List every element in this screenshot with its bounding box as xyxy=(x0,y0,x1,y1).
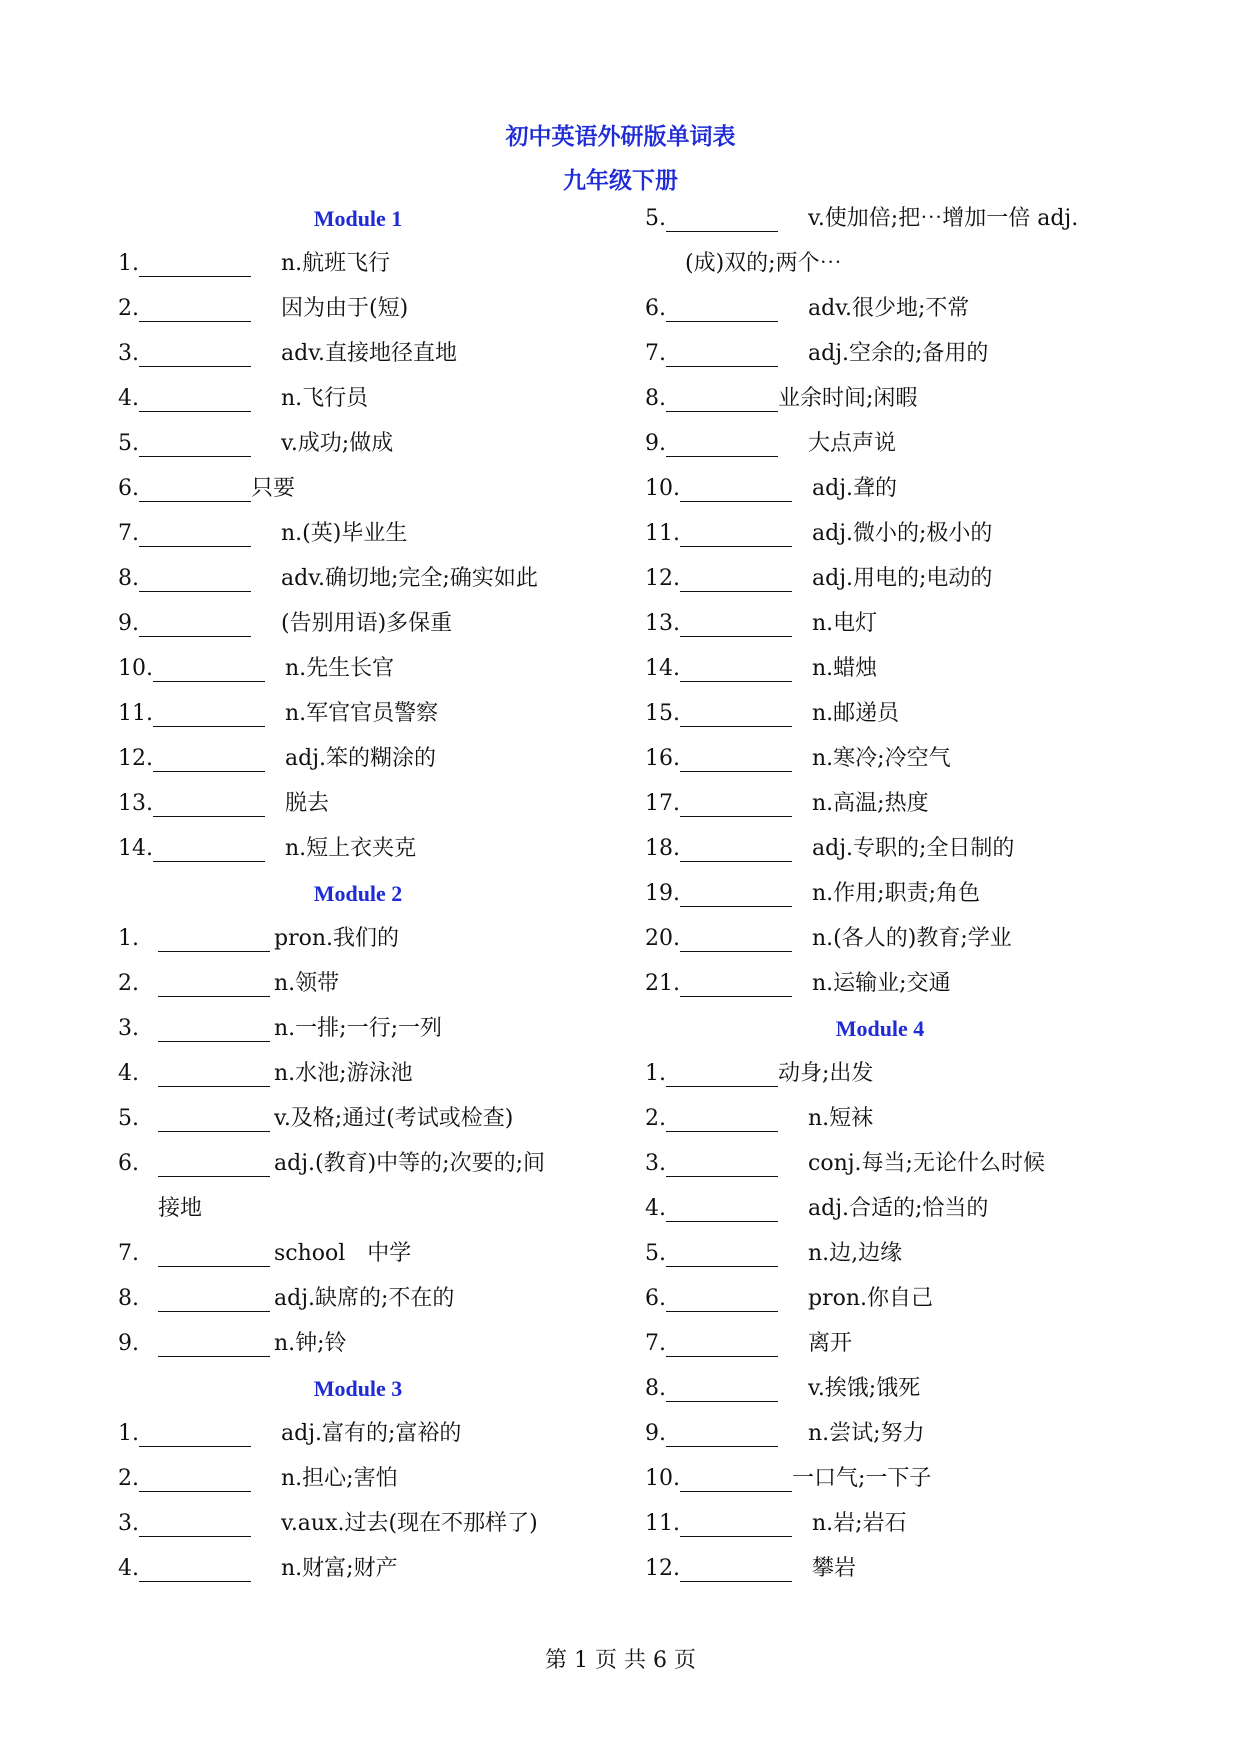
vocab-row xyxy=(118,781,618,826)
vocab-row xyxy=(645,826,1135,871)
definition-text: 业余时间;闲暇 xyxy=(778,386,918,411)
item-number: 3. xyxy=(118,1511,139,1536)
vocab-row xyxy=(645,601,1135,646)
right-column xyxy=(645,196,1135,1591)
vocab-row xyxy=(645,691,1135,736)
definition-text: n.蜡烛 xyxy=(812,656,878,681)
definition-text: 只要 xyxy=(251,476,296,501)
definition-text: n.运输业;交通 xyxy=(812,971,951,996)
answer-blank[interactable] xyxy=(680,788,792,817)
vocab-row xyxy=(645,736,1135,781)
definition-text: n.领带 xyxy=(274,971,340,996)
item-number: 7. xyxy=(645,341,666,366)
definition-text: adj.笨的糊涂的 xyxy=(285,746,437,771)
item-number: 12. xyxy=(645,1556,680,1581)
item-number: 9. xyxy=(645,1421,666,1446)
answer-blank[interactable] xyxy=(666,1238,778,1267)
item-number: 9. xyxy=(645,431,666,456)
definition-text: pron.你自己 xyxy=(808,1286,934,1311)
item-number: 3. xyxy=(645,1151,666,1176)
answer-blank[interactable] xyxy=(680,1553,792,1582)
item-number: 5. xyxy=(645,1241,666,1266)
vocab-row xyxy=(118,916,618,961)
item-number: 20. xyxy=(645,926,680,951)
vocab-row xyxy=(645,1411,1135,1456)
module-heading: Module 2 xyxy=(313,881,403,906)
answer-blank[interactable] xyxy=(158,1328,270,1357)
answer-blank[interactable] xyxy=(158,1058,270,1087)
definition-text: n.航班飞行 xyxy=(281,251,391,276)
vocab-row xyxy=(645,1546,1135,1591)
vocab-row xyxy=(645,196,1135,241)
item-number: 21. xyxy=(645,971,680,996)
definition-text: v.使加倍;把⋯增加一倍 adj. xyxy=(808,206,1079,231)
left-column xyxy=(118,196,618,1591)
definition-text: (告别用语)多保重 xyxy=(281,611,453,636)
page-title: 初中英语外研版单词表 xyxy=(505,123,736,150)
answer-blank[interactable] xyxy=(139,473,251,502)
item-number: 14. xyxy=(645,656,680,681)
answer-blank[interactable] xyxy=(666,293,778,322)
item-number: 8. xyxy=(645,386,666,411)
item-number: 1. xyxy=(645,1061,666,1086)
item-number: 12. xyxy=(645,566,680,591)
definition-continuation: (成)双的;两个⋯ xyxy=(685,251,842,276)
item-number: 2. xyxy=(645,1106,666,1131)
definition-text: n.寒冷;冷空气 xyxy=(812,746,951,771)
answer-blank[interactable] xyxy=(158,1283,270,1312)
vocab-row xyxy=(118,646,618,691)
definition-text: n.担心;害怕 xyxy=(281,1466,398,1491)
answer-blank[interactable] xyxy=(158,1238,270,1267)
answer-blank[interactable] xyxy=(666,1103,778,1132)
item-number: 7. xyxy=(645,1331,666,1356)
definition-text: n.钟;铃 xyxy=(274,1331,347,1356)
vocab-row xyxy=(645,376,1135,421)
definition-text: n.作用;职责;角色 xyxy=(812,881,980,906)
definition-text: n.边,边缘 xyxy=(808,1241,903,1266)
item-number: 10. xyxy=(645,1466,680,1491)
answer-blank[interactable] xyxy=(666,1328,778,1357)
answer-blank[interactable] xyxy=(680,968,792,997)
definition-text: adv.很少地;不常 xyxy=(808,296,970,321)
vocab-row xyxy=(118,1456,618,1501)
vocab-row xyxy=(118,1276,618,1321)
answer-blank[interactable] xyxy=(666,1418,778,1447)
definition-text: n.(各人的)教育;学业 xyxy=(812,926,1012,951)
item-number: 3. xyxy=(118,1016,139,1041)
definition-text: adj.空余的;备用的 xyxy=(808,341,989,366)
answer-blank[interactable] xyxy=(158,923,270,952)
definition-continuation: 接地 xyxy=(158,1196,203,1221)
definition-text: n.一排;一行;一列 xyxy=(274,1016,442,1041)
vocab-row xyxy=(118,691,618,736)
vocab-row xyxy=(118,1501,618,1546)
module-heading: Module 3 xyxy=(313,1376,403,1401)
item-number: 11. xyxy=(645,1511,680,1536)
vocab-row xyxy=(118,736,618,781)
answer-blank[interactable] xyxy=(666,1193,778,1222)
item-number: 5. xyxy=(645,206,666,231)
answer-blank[interactable] xyxy=(153,698,265,727)
answer-blank[interactable] xyxy=(680,563,792,592)
answer-blank[interactable] xyxy=(680,878,792,907)
vocab-row xyxy=(645,331,1135,376)
answer-blank[interactable] xyxy=(666,1148,778,1177)
vocab-row xyxy=(118,1096,618,1141)
definition-text: n.财富;财产 xyxy=(281,1556,398,1581)
answer-blank[interactable] xyxy=(139,563,251,592)
vocab-row xyxy=(645,421,1135,466)
item-number: 1. xyxy=(118,1421,139,1446)
answer-blank[interactable] xyxy=(139,1508,251,1537)
vocab-row xyxy=(118,466,618,511)
vocab-row xyxy=(645,1096,1135,1141)
definition-text: n.邮递员 xyxy=(812,701,900,726)
answer-blank[interactable] xyxy=(666,383,778,412)
answer-blank[interactable] xyxy=(153,653,265,682)
item-number: 1. xyxy=(118,926,139,951)
item-number: 5. xyxy=(118,1106,139,1131)
answer-blank[interactable] xyxy=(153,833,265,862)
vocab-row xyxy=(118,376,618,421)
answer-blank[interactable] xyxy=(680,923,792,952)
vocab-row xyxy=(118,961,618,1006)
vocab-row xyxy=(645,1186,1135,1231)
item-number: 17. xyxy=(645,791,680,816)
vocab-row xyxy=(645,646,1135,691)
vocab-row xyxy=(645,1231,1135,1276)
definition-text: v.aux.过去(现在不那样了) xyxy=(281,1511,538,1536)
definition-text: adj.聋的 xyxy=(812,476,898,501)
item-number: 16. xyxy=(645,746,680,771)
item-number: 11. xyxy=(118,701,153,726)
vocab-row xyxy=(118,1411,618,1456)
vocab-row xyxy=(645,556,1135,601)
answer-blank[interactable] xyxy=(666,203,778,232)
answer-blank[interactable] xyxy=(666,1283,778,1312)
definition-text: 动身;出发 xyxy=(778,1061,874,1086)
answer-blank[interactable] xyxy=(680,653,792,682)
item-number: 6. xyxy=(118,476,139,501)
definition-text: adj.用电的;电动的 xyxy=(812,566,993,591)
answer-blank[interactable] xyxy=(680,833,792,862)
definition-text: n.短袜 xyxy=(808,1106,874,1131)
vocab-row xyxy=(645,1456,1135,1501)
definition-text: school 中学 xyxy=(274,1241,412,1266)
vocab-row xyxy=(118,601,618,646)
vocab-row xyxy=(118,826,618,871)
item-number: 5. xyxy=(118,431,139,456)
vocab-row xyxy=(118,1051,618,1096)
definition-text: n.飞行员 xyxy=(281,386,369,411)
vocab-row xyxy=(645,1141,1135,1186)
answer-blank[interactable] xyxy=(680,608,792,637)
answer-blank[interactable] xyxy=(666,428,778,457)
vocab-row xyxy=(645,286,1135,331)
answer-blank[interactable] xyxy=(139,608,251,637)
answer-blank[interactable] xyxy=(680,473,792,502)
answer-blank[interactable] xyxy=(666,1058,778,1087)
item-number: 19. xyxy=(645,881,680,906)
answer-blank[interactable] xyxy=(139,248,251,277)
vocab-row xyxy=(645,1366,1135,1411)
answer-blank[interactable] xyxy=(680,1508,792,1537)
vocab-row xyxy=(118,1321,618,1366)
definition-text: adv.确切地;完全;确实如此 xyxy=(281,566,538,591)
item-number: 18. xyxy=(645,836,680,861)
definition-text: 离开 xyxy=(808,1331,853,1356)
definition-text: n.短上衣夹克 xyxy=(285,836,417,861)
definition-text: v.成功;做成 xyxy=(281,431,394,456)
vocab-row xyxy=(118,331,618,376)
vocab-row xyxy=(118,1231,618,1276)
item-number: 10. xyxy=(118,656,153,681)
answer-blank[interactable] xyxy=(139,293,251,322)
item-number: 8. xyxy=(118,566,139,591)
definition-text: adv.直接地径直地 xyxy=(281,341,458,366)
answer-blank[interactable] xyxy=(139,383,251,412)
vocab-row xyxy=(645,466,1135,511)
item-number: 4. xyxy=(118,1556,139,1581)
vocab-row xyxy=(118,1141,618,1186)
item-number: 11. xyxy=(645,521,680,546)
definition-text: 脱去 xyxy=(285,791,330,816)
definition-text: adj.(教育)中等的;次要的;间 xyxy=(274,1151,546,1176)
item-number: 9. xyxy=(118,1331,139,1356)
definition-text: 一口气;一下子 xyxy=(792,1466,932,1491)
vocab-row xyxy=(645,1501,1135,1546)
definition-text: n.电灯 xyxy=(812,611,878,636)
item-number: 6. xyxy=(645,296,666,321)
vocab-row xyxy=(118,556,618,601)
answer-blank[interactable] xyxy=(139,518,251,547)
definition-text: 攀岩 xyxy=(812,1556,857,1581)
item-number: 8. xyxy=(118,1286,139,1311)
answer-blank[interactable] xyxy=(139,338,251,367)
definition-text: 因为由于(短) xyxy=(281,296,409,321)
definition-text: 大点声说 xyxy=(808,431,897,456)
vocab-row xyxy=(645,781,1135,826)
item-number: 1. xyxy=(118,251,139,276)
answer-blank[interactable] xyxy=(139,1418,251,1447)
definition-text: adj.合适的;恰当的 xyxy=(808,1196,989,1221)
item-number: 6. xyxy=(118,1151,139,1176)
definition-text: n.岩;岩石 xyxy=(812,1511,907,1536)
vocab-row xyxy=(118,511,618,556)
definition-text: n.(英)毕业生 xyxy=(281,521,408,546)
module-heading: Module 4 xyxy=(835,1016,925,1041)
definition-text: v.及格;通过(考试或检查) xyxy=(274,1106,514,1131)
definition-text: conj.每当;无论什么时候 xyxy=(808,1151,1045,1176)
definition-text: pron.我们的 xyxy=(274,926,400,951)
module-heading: Module 1 xyxy=(313,206,403,231)
vocab-row xyxy=(118,1006,618,1051)
item-number: 4. xyxy=(118,1061,139,1086)
vocab-row xyxy=(118,1546,618,1591)
item-number: 2. xyxy=(118,971,139,996)
answer-blank[interactable] xyxy=(666,338,778,367)
definition-text: n.军官官员警察 xyxy=(285,701,439,726)
answer-blank[interactable] xyxy=(139,428,251,457)
item-number: 4. xyxy=(645,1196,666,1221)
definition-text: adj.富有的;富裕的 xyxy=(281,1421,462,1446)
page-subtitle: 九年级下册 xyxy=(563,167,678,194)
answer-blank[interactable] xyxy=(158,1103,270,1132)
vocab-row xyxy=(645,1321,1135,1366)
vocab-row xyxy=(645,871,1135,916)
item-number: 13. xyxy=(118,791,153,816)
definition-text: n.高温;热度 xyxy=(812,791,929,816)
item-number: 7. xyxy=(118,521,139,546)
item-number: 8. xyxy=(645,1376,666,1401)
definition-text: adj.微小的;极小的 xyxy=(812,521,993,546)
answer-blank[interactable] xyxy=(680,698,792,727)
page-footer: 第 1 页 共 6 页 xyxy=(545,1648,696,1673)
vocab-row xyxy=(645,1051,1135,1096)
item-number: 12. xyxy=(118,746,153,771)
item-number: 6. xyxy=(645,1286,666,1311)
vocab-row xyxy=(118,241,618,286)
item-number: 7. xyxy=(118,1241,139,1266)
answer-blank[interactable] xyxy=(666,1373,778,1402)
vocab-row xyxy=(645,916,1135,961)
vocab-row xyxy=(645,511,1135,556)
definition-text: n.水池;游泳池 xyxy=(274,1061,413,1086)
answer-blank[interactable] xyxy=(158,1013,270,1042)
definition-text: v.挨饿;饿死 xyxy=(808,1376,921,1401)
item-number: 3. xyxy=(118,341,139,366)
vocab-row xyxy=(118,421,618,466)
item-number: 2. xyxy=(118,296,139,321)
vocab-row xyxy=(118,286,618,331)
answer-blank[interactable] xyxy=(680,743,792,772)
item-number: 2. xyxy=(118,1466,139,1491)
answer-blank[interactable] xyxy=(680,1463,792,1492)
item-number: 15. xyxy=(645,701,680,726)
vocab-row xyxy=(645,961,1135,1006)
definition-text: adj.专职的;全日制的 xyxy=(812,836,1015,861)
item-number: 14. xyxy=(118,836,153,861)
definition-text: n.先生长官 xyxy=(285,656,395,681)
item-number: 4. xyxy=(118,386,139,411)
vocab-row xyxy=(645,1276,1135,1321)
answer-blank[interactable] xyxy=(158,1148,270,1177)
answer-blank[interactable] xyxy=(153,788,265,817)
answer-blank[interactable] xyxy=(680,518,792,547)
answer-blank[interactable] xyxy=(139,1463,251,1492)
definition-text: adj.缺席的;不在的 xyxy=(274,1286,455,1311)
item-number: 9. xyxy=(118,611,139,636)
answer-blank[interactable] xyxy=(139,1553,251,1582)
item-number: 13. xyxy=(645,611,680,636)
item-number: 10. xyxy=(645,476,680,501)
answer-blank[interactable] xyxy=(158,968,270,997)
definition-text: n.尝试;努力 xyxy=(808,1421,925,1446)
answer-blank[interactable] xyxy=(153,743,265,772)
